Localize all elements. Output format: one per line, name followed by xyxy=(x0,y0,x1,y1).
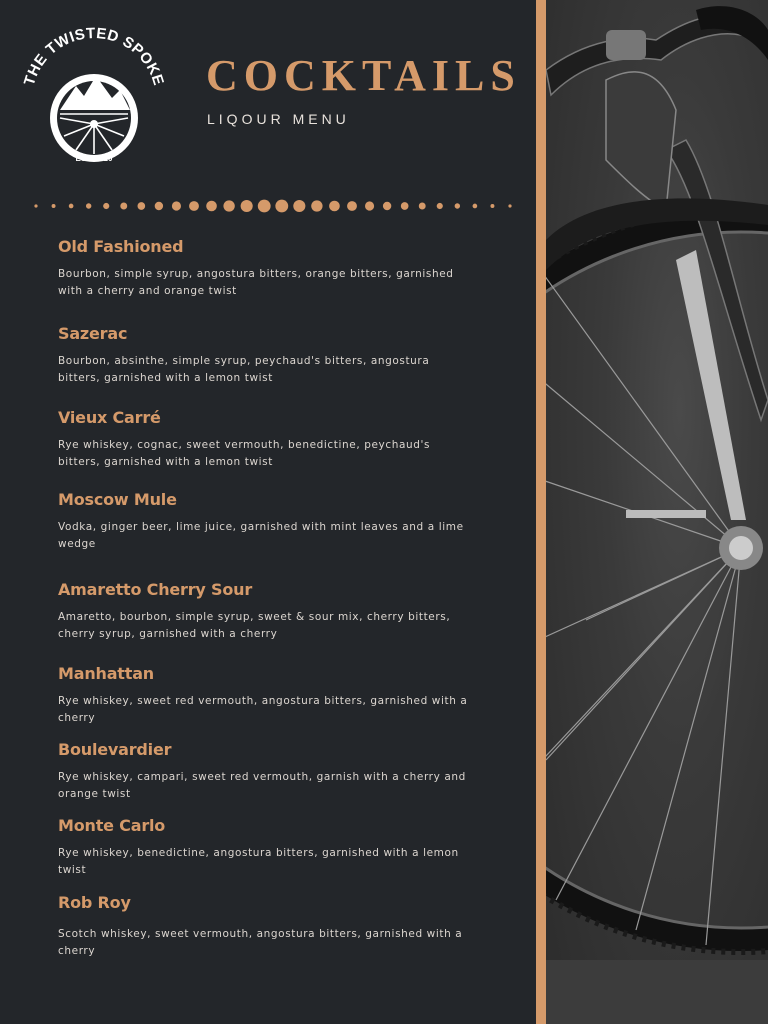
menu-item-boulevardier xyxy=(58,740,468,803)
logo-arc-text: THE TWISTED SPOKE xyxy=(20,24,168,88)
divider-dot xyxy=(275,200,288,213)
divider-dot xyxy=(103,203,109,209)
menu-item-description: Rye whiskey, sweet red vermouth, angostura bitters, garnished with a cherry xyxy=(58,695,468,724)
menu-item-name: Rob Roy xyxy=(58,893,131,912)
menu-item-description: Amaretto, bourbon, simple syrup, sweet & sour mix, cherry bitters, cherry syrup, garnished with a cherry xyxy=(58,611,451,640)
menu-item-description: Rye whiskey, campari, sweet red vermouth, garnish with a cherry and orange twist xyxy=(58,771,466,800)
bicycle-photo xyxy=(546,0,768,1024)
divider-dot xyxy=(206,201,217,212)
dotted-divider xyxy=(28,196,518,216)
menu-item-name: Sazerac xyxy=(58,324,128,343)
divider-dot xyxy=(258,200,271,213)
divider-dot xyxy=(437,203,443,209)
divider-dot xyxy=(293,200,305,212)
menu-item-moscow-mule xyxy=(58,490,468,553)
divider-dot xyxy=(172,201,181,210)
divider-dot xyxy=(508,204,511,207)
menu-item-rob-roy xyxy=(58,893,468,960)
divider-dot xyxy=(401,202,409,210)
menu-item-name: Moscow Mule xyxy=(58,490,177,509)
page-title: COCKTAILS xyxy=(206,51,521,100)
divider-dot xyxy=(69,204,74,209)
bicycle-illustration xyxy=(546,0,768,1024)
menu-item-name: Amaretto Cherry Sour xyxy=(58,580,253,599)
divider-dot xyxy=(189,201,199,211)
menu-item-old-fashioned xyxy=(58,237,468,300)
divider-dot xyxy=(52,204,56,208)
menu-item-description: Bourbon, simple syrup, angostura bitters, orange bitters, garnished with a cherry and orange twist xyxy=(58,268,454,297)
menu-item-description: Rye whiskey, cognac, sweet vermouth, benedictine, peychaud's bitters, garnished with a lemon twist xyxy=(58,439,431,468)
divider-dot xyxy=(329,201,340,212)
divider-dot xyxy=(138,202,146,210)
divider-dot xyxy=(419,203,426,210)
divider-dot xyxy=(223,200,234,211)
menu-item-name: Manhattan xyxy=(58,664,154,683)
menu-item-name: Vieux Carré xyxy=(58,408,161,427)
accent-stripe xyxy=(536,0,546,1024)
divider-dot xyxy=(473,204,478,209)
menu-item-description: Rye whiskey, benedictine, angostura bitters, garnished with a lemon twist xyxy=(58,847,459,876)
divider-dot xyxy=(455,203,460,208)
divider-dot xyxy=(490,204,494,208)
divider-dot xyxy=(241,200,253,212)
divider-dot xyxy=(34,204,37,207)
menu-item-name: Monte Carlo xyxy=(58,816,166,835)
menu-item-description: Vodka, ginger beer, lime juice, garnished with mint leaves and a lime wedge xyxy=(58,521,464,550)
divider-dot xyxy=(86,203,91,208)
menu-item-description: Scotch whiskey, sweet vermouth, angostura bitters, garnished with a cherry xyxy=(58,928,463,957)
menu-item-monte-carlo xyxy=(58,816,468,879)
divider-dot xyxy=(155,202,163,210)
menu-item-manhattan xyxy=(58,664,468,727)
menu-item-description: Bourbon, absinthe, simple syrup, peychaud's bitters, angostura bitters, garnished with a lemon twist xyxy=(58,355,430,384)
menu-item-name: Boulevardier xyxy=(58,740,172,759)
menu-item-amaretto-cherry-sour xyxy=(58,580,468,643)
divider-dot xyxy=(347,201,357,211)
twisted-spoke-logo xyxy=(20,22,168,170)
divider-dot xyxy=(365,201,374,210)
menu-item-sazerac xyxy=(58,324,468,387)
divider-dot xyxy=(311,200,322,211)
menu-item-vieux-carre xyxy=(58,408,468,471)
divider-dot xyxy=(383,202,391,210)
logo-established: EST. 2020 xyxy=(75,154,113,163)
page-subtitle: LIQOUR MENU xyxy=(207,111,350,127)
menu-item-name: Old Fashioned xyxy=(58,237,184,256)
divider-dot xyxy=(120,203,127,210)
